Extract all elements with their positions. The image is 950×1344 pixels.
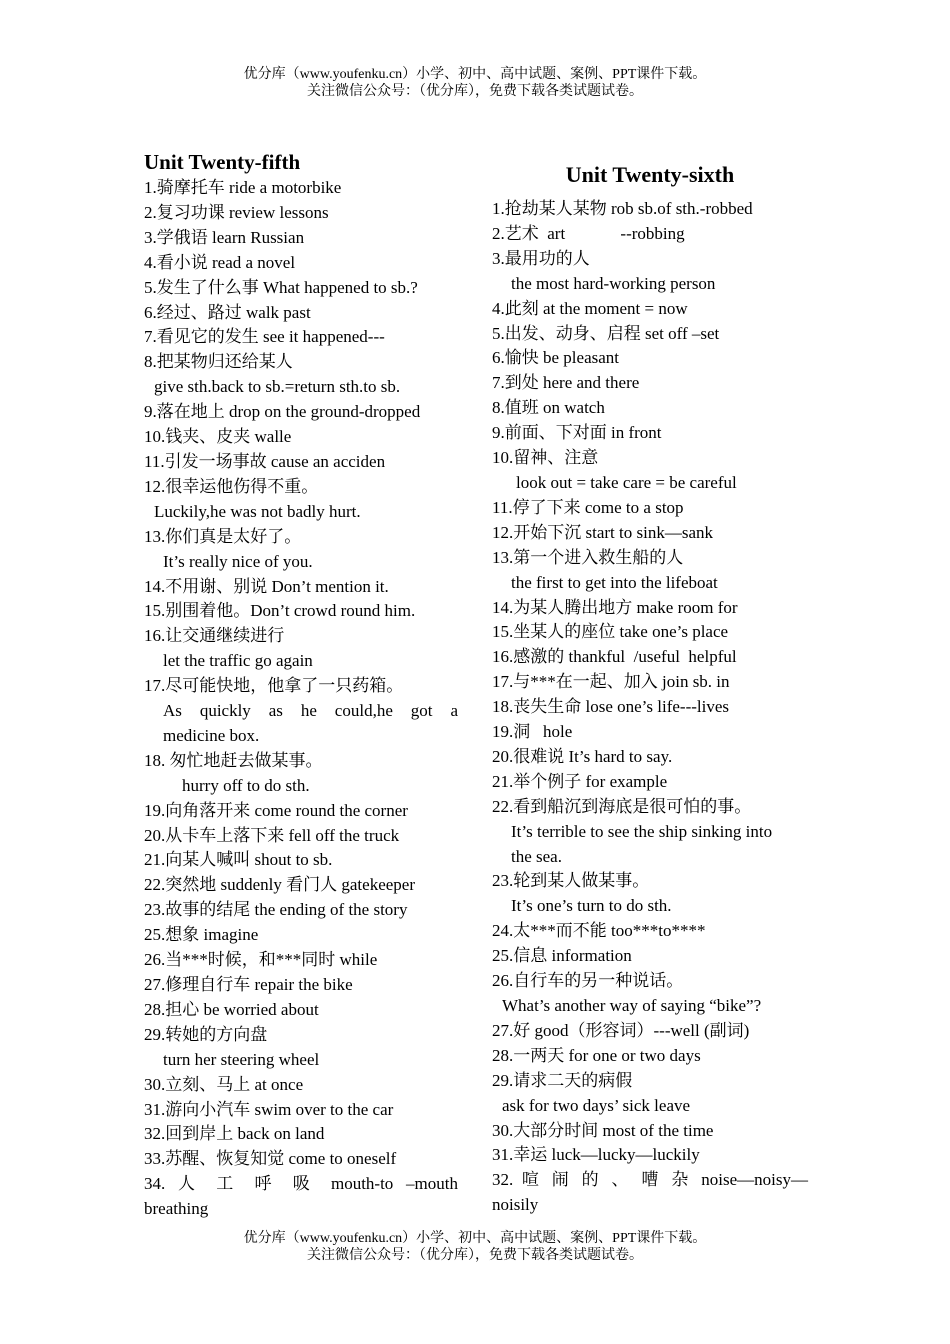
vocab-line: 24.太***而不能 too***to**** [492,921,706,941]
vocab-line: 30.大部分时间 most of the time [492,1120,714,1140]
vocab-line: 29.请求二天的病假 [492,1070,633,1090]
vocab-line: 18. 匆忙地赶去做某事。 [144,750,323,770]
vocab-line: 22.看到船沉到海底是很可怕的事。 [492,796,752,816]
vocab-line: 31.游向小汽车 swim over to the car [144,1099,394,1119]
vocab-line: 21.举个例子 for example [492,771,668,791]
vocab-line: 9.前面、下对面 in front [492,423,662,443]
vocab-line: It’s one’s turn to do sth. [511,896,672,916]
vocab-line: 3.学俄语 learn Russian [144,227,305,247]
vocab-line: look out = take care = be careful [516,472,737,492]
vocab-line: 12.开始下沉 start to sink—sank [492,522,713,542]
vocab-line: 31.幸运 luck—lucky—luckily [492,1145,700,1165]
vocab-line: 34. 人 工 呼 吸 mouth-to –mouth [144,1174,458,1194]
vocab-line: 19.向角落开来 come round the corner [144,800,408,820]
vocab-line: 2.艺术 art --robbing [492,223,685,243]
header-line-1: 优分库（www.youfenku.cn）小学、初中、高中试题、案例、PPT课件下载。 [243,67,707,82]
vocab-line: What’s another way of saying “bike”? [502,996,762,1015]
vocab-line: 2.复习功课 review lessons [144,202,329,222]
vocab-line: 18.丧失生命 lose one’s life---lives [492,697,730,717]
vocab-line: 1.抢劫某人某物 rob sb.of sth.-robbed [492,199,753,218]
page-header [0,66,950,100]
vocab-line: 32. 喧 闹 的 、 嘈 杂 noise—noisy— [492,1170,808,1190]
vocab-line: 16.让交通继续进行 [144,626,285,646]
vocab-line: 32.回到岸上 back on land [144,1124,325,1144]
vocab-line: breathing [144,1199,209,1219]
footer-line-1: 优分库（www.youfenku.cn）小学、初中、高中试题、案例、PPT课件下载。 [243,1231,707,1246]
vocab-line: turn her steering wheel [163,1049,320,1069]
page-footer [0,1230,950,1264]
vocab-line: 30.立刻、马上 at once [144,1074,304,1094]
vocab-line: 25.信息 information [492,946,632,966]
vocab-line: 25.想象 imagine [144,925,259,945]
vocab-line: 26.自行车的另一种说话。 [492,971,684,991]
vocab-line: medicine box. [163,725,260,745]
vocab-line: 23.故事的结尾 the ending of the story [144,900,408,920]
vocab-line: 13.你们真是太好了。 [144,526,302,546]
right-column-title: Unit Twenty-sixth [565,162,735,187]
vocab-line: 6.愉快 be pleasant [492,348,619,368]
vocab-line: 29.转她的方向盘 [144,1024,268,1044]
vocab-line: ask for two days’ sick leave [502,1095,691,1115]
left-column-title: Unit Twenty-fifth [144,150,301,174]
vocab-line: 8.值班 on watch [492,398,605,418]
right-column [492,160,808,1218]
vocab-line: hurry off to do sth. [182,775,310,795]
footer-line-2: 关注微信公众号：（优分库），免费下载各类试题试卷。 [307,1248,643,1263]
vocab-line: 15.别围着他。Don’t crowd round him. [144,601,416,621]
vocab-line: 13.第一个进入救生船的人 [492,547,684,567]
vocab-line: let the traffic go again [163,651,313,671]
header-line-2: 关注微信公众号：（优分库），免费下载各类试题试卷。 [307,84,643,99]
vocab-line: 22.突然地 suddenly 看门人 gatekeeper [144,875,415,895]
vocab-line: 4.看小说 read a novel [144,252,296,272]
vocab-line: 9.落在地上 drop on the ground-dropped [144,402,421,422]
vocab-line: It’s really nice of you. [163,551,313,571]
vocab-line: It’s terrible to see the ship sinking into [511,821,773,841]
vocab-line: 20.很难说 It’s hard to say. [492,746,673,766]
vocab-line: 27.修理自行车 repair the bike [144,975,353,994]
vocab-line: the sea. [511,846,562,866]
vocab-line: 7.到处 here and there [492,373,640,393]
vocab-line: 12.很幸运他伤得不重。 [144,476,319,496]
vocab-line: 19.洞 hole [492,722,573,742]
vocab-line: 11.引发一场事故 cause an acciden [144,451,386,471]
vocab-line: 10.钱夹、皮夹 walle [144,427,292,447]
vocab-line: 28.一两天 for one or two days [492,1045,701,1065]
vocab-line: Luckily,he was not badly hurt. [154,501,361,521]
vocab-line: noisily [492,1195,539,1215]
vocab-line: 4.此刻 at the moment = now [492,298,688,318]
left-column [144,148,458,1222]
vocab-line: 3.最用功的人 [492,248,590,268]
vocab-line: 5.出发、动身、启程 set off –set [492,323,720,343]
vocab-line: the most hard-working person [511,273,716,293]
vocab-line: As quickly as he could,he got a [163,701,458,721]
vocab-line: 21.向某人喊叫 shout to sb. [144,850,333,870]
vocab-line: give sth.back to sb.=return sth.to sb. [154,377,401,397]
vocab-line: the first to get into the lifeboat [511,572,718,592]
vocab-line: 5.发生了什么事 What happened to sb.? [144,277,418,297]
vocab-line: 15.坐某人的座位 take one’s place [492,622,729,642]
vocab-line: 27.好 good（形容词）---well (副词) [492,1020,750,1040]
vocab-line: 11.停了下来 come to a stop [492,497,684,517]
vocab-line: 8.把某物归还给某人 [144,352,293,372]
vocab-line: 17.与***在一起、加入 join sb. in [492,672,730,692]
vocab-line: 1.骑摩托车 ride a motorbike [144,178,342,197]
vocab-line: 20.从卡车上落下来 fell off the truck [144,825,400,845]
vocab-line: 14.为某人腾出地方 make room for [492,597,738,617]
vocab-line: 6.经过、路过 walk past [144,302,311,322]
vocab-line: 23.轮到某人做某事。 [492,871,650,891]
vocab-line: 7.看见它的发生 see it happened--- [144,327,385,347]
vocab-line: 17.尽可能快地，他拿了一只药箱。 [144,676,404,696]
vocab-line: 26.当***时候，和***同时 while [144,950,378,970]
vocab-line: 10.留神、注意 [492,448,599,468]
vocab-line: 28.担心 be worried about [144,999,319,1019]
vocab-line: 33.苏醒、恢复知觉 come to oneself [144,1149,397,1169]
vocab-line: 14.不用谢、别说 Don’t mention it. [144,576,389,596]
vocab-line: 16.感激的 thankful /useful helpful [492,647,737,667]
